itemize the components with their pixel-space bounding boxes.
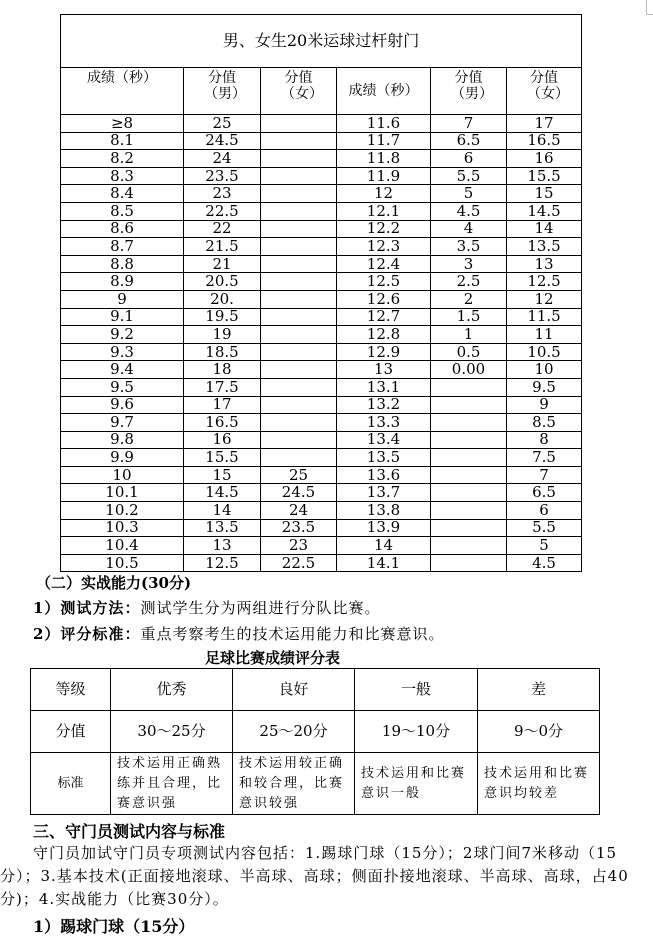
table-row [61,449,582,467]
table-row [61,238,582,256]
table-cell [261,308,337,326]
test-method-line [33,597,380,618]
table-cell: 24 [184,150,261,168]
row-label-cell: 标准 [31,753,111,815]
table-cell: 9.2 [61,326,184,344]
table-cell: 技术运用和比赛意识一般 [355,753,478,815]
table-cell [261,343,337,361]
table-cell: 10 [61,466,184,484]
table-cell: 5 [507,537,582,555]
table-cell: 25 [261,466,337,484]
table-row [61,255,582,273]
table-cell: 13.5 [184,519,261,537]
table-cell: 24 [261,502,337,520]
table-cell: 21 [184,255,261,273]
table-cell: 8.6 [61,220,184,238]
table-cell: 1 [431,326,507,344]
table-header-row [61,68,582,115]
table-cell: 12.5 [337,273,431,291]
table-cell: 20. [184,290,261,308]
table-cell [431,396,507,414]
table-cell: 11.8 [337,150,431,168]
table-row [61,361,582,379]
table-cell: 13.8 [337,502,431,520]
table-cell [261,396,337,414]
criteria-label: 2）评分标准： [33,625,141,643]
table-cell [261,255,337,273]
table-cell: 12.9 [337,343,431,361]
table-cell: 23 [184,185,261,203]
table-cell: 23.5 [261,519,337,537]
table-cell: 18.5 [184,343,261,361]
header-cell: 分值（女） [507,68,582,115]
table-cell: 10.3 [61,519,184,537]
table-cell [261,167,337,185]
table-cell [261,132,337,150]
table-cell: 8.7 [61,238,184,256]
table-cell [431,537,507,555]
table-cell [261,431,337,449]
table-cell: 13 [184,537,261,555]
table-row [61,273,582,291]
table-cell: 9.9 [61,449,184,467]
table-cell: 10.5 [507,343,582,361]
table-cell [261,238,337,256]
table-cell: 23.5 [184,167,261,185]
table-cell: 13.9 [337,519,431,537]
table-cell: 14 [337,537,431,555]
table-cell: 16.5 [507,132,582,150]
table-cell: 19～10分 [355,711,478,753]
table-row [61,378,582,396]
table-cell: 6.5 [507,484,582,502]
table-cell [431,484,507,502]
table-cell: 12.2 [337,220,431,238]
table-cell [431,554,507,572]
table-cell: 8.5 [61,202,184,220]
table-row [61,115,582,133]
table-cell: 7 [507,466,582,484]
header-cell: 分值（男） [184,68,261,115]
criteria-text: 重点考察考生的技术运用能力和比赛意识。 [140,625,445,643]
table-cell [431,449,507,467]
table-cell: 良好 [233,669,355,711]
table-cell: 13.5 [337,449,431,467]
table-cell: 技术运用和比赛意识均较差 [478,753,600,815]
table-cell: 12.7 [337,308,431,326]
table-row [61,484,582,502]
table-row [61,537,582,555]
table-cell [261,361,337,379]
table-cell [431,502,507,520]
table-cell: 11 [507,326,582,344]
table-cell: 8.9 [61,273,184,291]
table-cell: 4.5 [431,202,507,220]
table-cell: 5.5 [507,519,582,537]
table-row [31,669,600,711]
goalkeeper-heading: 三、守门员测试内容与标准 [33,822,226,841]
goalkeeper-paragraph: 守门员加试守门员专项测试内容包括：1.踢球门球（15分）；2球门间7米移动（15分）；3.基本技术(正面接地滚球、半高球、高球；侧面扑接地滚球、半高球、高球，占40分)；4.实战能力（比赛30分）。 [0,844,629,908]
row-label-cell: 分值 [31,711,111,753]
table-row [61,132,582,150]
table-cell [261,378,337,396]
table-cell: 23 [261,537,337,555]
table-row [61,414,582,432]
table-cell: 22 [184,220,261,238]
table-cell: 8 [507,431,582,449]
header-cell: 分值（女） [261,68,337,115]
table-cell: 6 [507,502,582,520]
table-cell: 12.5 [184,554,261,572]
table-row [61,502,582,520]
table-row [61,220,582,238]
table-cell: 9 [61,290,184,308]
test-method-label: 1）测试方法： [33,599,141,617]
table-cell [431,378,507,396]
table-cell: 22.5 [184,202,261,220]
table-cell: 3 [431,255,507,273]
table-cell [431,466,507,484]
table-cell: 10 [507,361,582,379]
table-row [61,326,582,344]
table-cell: 11.6 [337,115,431,133]
table-cell: 13.4 [337,431,431,449]
table-cell: 4 [431,220,507,238]
table-row [61,167,582,185]
table-cell: 9～0分 [478,711,600,753]
table-cell [261,220,337,238]
table-cell: 13.1 [337,378,431,396]
table-cell: 9 [507,396,582,414]
table-cell: 16 [184,431,261,449]
header-cell: 成绩（秒） [337,68,431,115]
table-cell [261,202,337,220]
table-cell: 5 [431,185,507,203]
section-heading-practical: （二）实战能力(30分) [36,574,192,592]
table-cell: 12.6 [337,290,431,308]
table-cell: 11.7 [337,132,431,150]
table-cell: 6 [431,150,507,168]
table-cell [261,273,337,291]
table-cell: ≥8 [61,115,184,133]
table-cell: 5.5 [431,167,507,185]
table-row [31,753,600,815]
table-cell: 9.4 [61,361,184,379]
table-cell [261,449,337,467]
table-cell: 12.3 [337,238,431,256]
table-title: 男、女生20米运球过杆射门 [61,15,582,68]
test-method-text: 测试学生分为两组进行分队比赛。 [140,599,381,617]
table-cell: 12.4 [337,255,431,273]
table-cell: 13 [337,361,431,379]
header-cell: 分值（男） [431,68,507,115]
table-cell: 14 [507,220,582,238]
table-cell: 技术运用较正确和较合理，比赛意识较强 [233,753,355,815]
goal-kick-heading: 1）踢球门球（15分） [33,917,195,936]
table-cell: 9.7 [61,414,184,432]
table-cell: 16.5 [184,414,261,432]
table-cell: 17 [184,396,261,414]
row-label-cell: 等级 [31,669,111,711]
table-cell: 8.2 [61,150,184,168]
table-cell: 12 [507,290,582,308]
table-cell: 13.6 [337,466,431,484]
table-cell: 24.5 [261,484,337,502]
table-cell: 20.5 [184,273,261,291]
table-cell: 21.5 [184,238,261,256]
table-cell: 30～25分 [111,711,233,753]
table-cell: 15 [507,185,582,203]
table-cell: 7 [431,115,507,133]
table-row [61,466,582,484]
table-cell: 24.5 [184,132,261,150]
table-cell: 8.8 [61,255,184,273]
table-cell: 11.9 [337,167,431,185]
table-cell: 15.5 [507,167,582,185]
table-cell: 13 [507,255,582,273]
table-cell: 9.5 [507,378,582,396]
table-row [61,150,582,168]
table-cell: 6.5 [431,132,507,150]
table-cell: 3.5 [431,238,507,256]
table-cell: 12.1 [337,202,431,220]
table-cell: 12.5 [507,273,582,291]
table-cell: 8.4 [61,185,184,203]
table-cell: 12 [337,185,431,203]
table-cell: 25～20分 [233,711,355,753]
table-cell: 13.2 [337,396,431,414]
table-row [61,396,582,414]
page-corner-mark [646,0,653,15]
table-cell: 11.5 [507,308,582,326]
table-cell: 15 [184,466,261,484]
table-cell: 2 [431,290,507,308]
table-cell: 0.00 [431,361,507,379]
table-cell: 优秀 [111,669,233,711]
table-row [61,554,582,572]
table-cell: 9.5 [61,378,184,396]
table-cell: 4.5 [507,554,582,572]
table-cell: 14.5 [507,202,582,220]
table-cell [431,414,507,432]
table-cell: 8.5 [507,414,582,432]
header-cell: 成绩（秒） [61,68,184,115]
table-cell: 9.1 [61,308,184,326]
table-cell: 10.5 [61,554,184,572]
table-cell [431,519,507,537]
table-cell: 2.5 [431,273,507,291]
table-row [61,185,582,203]
table-cell: 10.1 [61,484,184,502]
table-cell: 8.3 [61,167,184,185]
table-cell: 25 [184,115,261,133]
table-row [61,519,582,537]
table-row [61,290,582,308]
table-cell: 18 [184,361,261,379]
table-cell: 10.2 [61,502,184,520]
table-row [61,202,582,220]
table-cell: 1.5 [431,308,507,326]
table-cell: 0.5 [431,343,507,361]
table-cell: 13.5 [507,238,582,256]
table-cell [261,414,337,432]
table-cell: 14 [184,502,261,520]
table-cell: 10.4 [61,537,184,555]
criteria-line [33,623,444,644]
table-cell: 9.6 [61,396,184,414]
table-cell: 7.5 [507,449,582,467]
table-row [31,711,600,753]
table-cell: 一般 [355,669,478,711]
table-cell [431,431,507,449]
dribble-shooting-score-table [60,14,582,572]
table-row [61,343,582,361]
table-cell: 9.3 [61,343,184,361]
table-cell: 22.5 [261,554,337,572]
table-cell: 19 [184,326,261,344]
table-cell: 17.5 [184,378,261,396]
table-cell: 15.5 [184,449,261,467]
table-cell: 17 [507,115,582,133]
table-cell: 8.1 [61,132,184,150]
table-cell [261,290,337,308]
table-cell: 12.8 [337,326,431,344]
table-cell: 13.3 [337,414,431,432]
match-table-title: 足球比赛成绩评分表 [205,649,341,667]
table-cell: 9.8 [61,431,184,449]
match-score-table [30,668,600,815]
table-cell [261,185,337,203]
table-cell: 差 [478,669,600,711]
table-cell: 14.1 [337,554,431,572]
table-row [61,431,582,449]
table-cell: 14.5 [184,484,261,502]
table-row [61,308,582,326]
table-cell [261,326,337,344]
table-cell: 16 [507,150,582,168]
table-cell: 19.5 [184,308,261,326]
table-cell: 13.7 [337,484,431,502]
table-cell [261,115,337,133]
table-cell: 技术运用正确熟练并且合理，比赛意识强 [111,753,233,815]
table-cell [261,150,337,168]
